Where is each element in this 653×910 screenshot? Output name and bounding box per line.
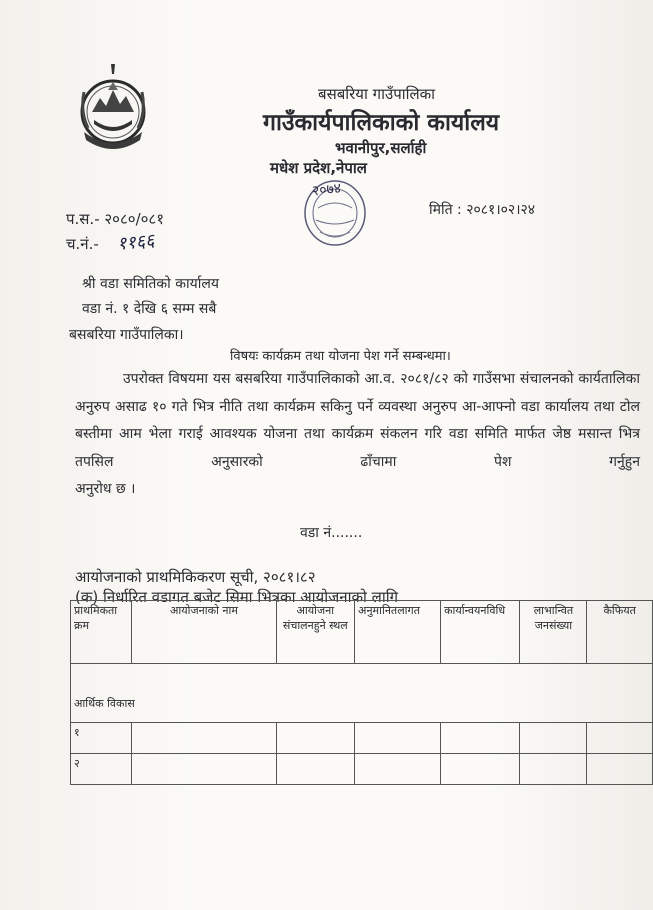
nepal-emblem-icon: [78, 62, 148, 154]
province-line: मधेश प्रदेश,नेपाल: [270, 159, 367, 177]
row-number: २: [71, 754, 132, 785]
recipient-line-1: श्री वडा समितिको कार्यालय: [82, 276, 219, 292]
section-title: (क) निर्धारित वडागत बजेट सिमा भित्रका आयोजनाको लागि: [75, 588, 399, 606]
section-economic-development: आर्थिक विकास: [71, 694, 653, 723]
header-location: आयोजना संचालनहुने स्थल: [276, 601, 354, 664]
recipient-line-2: वडा नं. १ देखि ६ सम्म सबै: [82, 301, 217, 317]
chalani-label: च.नं.-: [66, 235, 99, 253]
table-header-row: [71, 601, 653, 664]
letter-body: [75, 366, 640, 504]
header-project-name: आयोजनाको नाम: [132, 601, 276, 664]
header-beneficiaries: लाभान्वित जनसंख्या: [520, 601, 587, 664]
office-title: गाउँकार्यपालिकाको कार्यालय: [263, 110, 500, 136]
table-spacer-row: [71, 664, 653, 695]
body-closing-text: अनुरोध छ ।: [75, 481, 136, 497]
header-remarks: कैफियत: [587, 601, 653, 664]
chalani-number-handwritten: ११६६: [116, 230, 156, 255]
office-address: भवानीपुर,सर्लाही: [335, 139, 427, 157]
header-estimated-cost: अनुमानितलागत: [355, 601, 441, 664]
list-title: आयोजनाको प्राथमिकिकरण सूची, २०८१।८२: [75, 568, 316, 586]
patra-sankhya: प.स.- २०८०/०८१: [66, 210, 165, 228]
table-row: [71, 754, 653, 785]
project-priority-table: [70, 600, 653, 785]
municipality-name: बसबरिया गाउँपालिका: [318, 85, 436, 103]
header-priority: प्राथमिकता क्रम: [71, 601, 132, 664]
ward-number-label: वडा नं.......: [300, 525, 363, 541]
letter-date: मिति : २०८१।०२।२४: [429, 202, 536, 218]
table-row: [71, 723, 653, 754]
header-implementation-method: कार्यान्वयनविधि: [441, 601, 520, 664]
recipient-line-3: बसबरिया गाउँपालिका।: [69, 327, 184, 343]
row-number: १: [71, 723, 132, 754]
table-section-row: [71, 694, 653, 723]
body-main-text: उपरोक्त विषयमा यस बसबरिया गाउँपालिकाको आ.व. २०८१/८२ को गाउँसभा संचालनको कार्यतालिका अनुरुप असाढ १० गते भित्र नीति तथा कार्यक्रम सकिनु पर्ने व्यवस्था अनुरुप आ-आफ्नो वडा कार्यालय तथा टोल बस्तीमा आम भेला गराई आवश्यक योजना तथा कार्यक्रम संकलन गरि वडा समिति मार्फत जेष्ठ मसान्त भित्र तपसिल अनुसारको ढाँचामा पेश गर्नुहुन: [75, 371, 640, 470]
seal-year: २०७४: [311, 180, 342, 200]
letter-subject: विषयः कार्यक्रम तथा योजना पेश गर्ने सम्बन्धमा।: [230, 349, 451, 364]
